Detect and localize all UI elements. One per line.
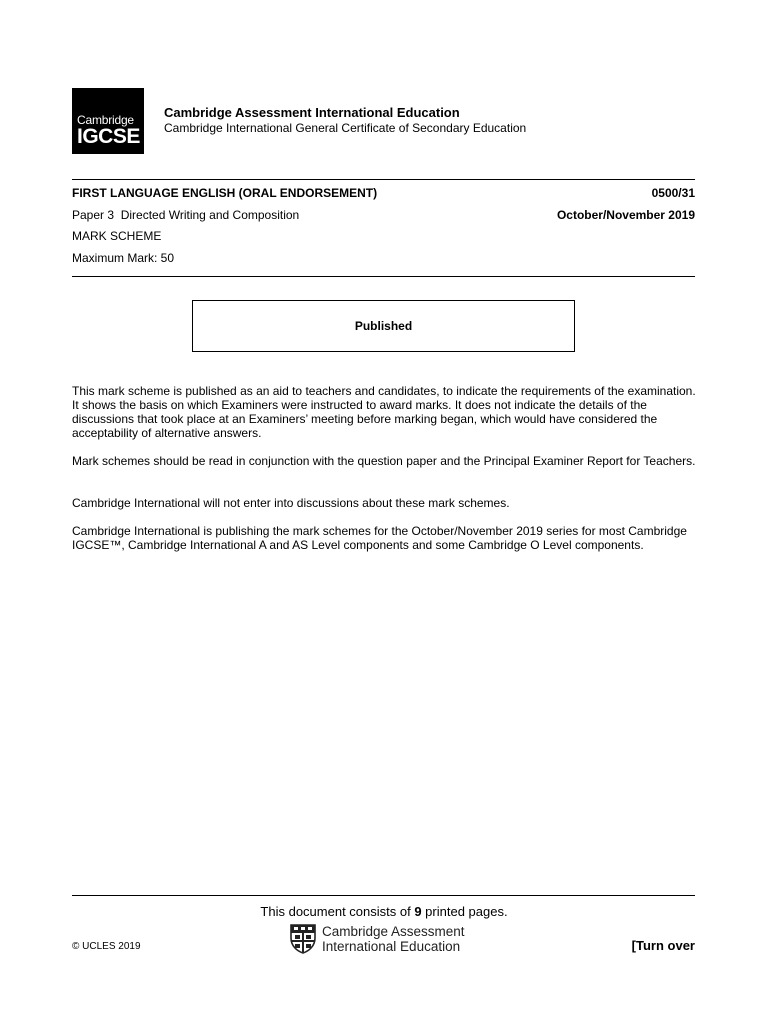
footer-divider (72, 895, 695, 896)
copyright-notice: © UCLES 2019 (72, 941, 141, 952)
cambridge-assessment-wordmark (322, 924, 465, 954)
page-count-note (0, 904, 768, 919)
published-label: Published (354, 319, 413, 333)
top-divider (72, 179, 695, 180)
subject-title: FIRST LANGUAGE ENGLISH (ORAL ENDORSEMENT) (72, 186, 378, 200)
exam-series: October/November 2019 (556, 208, 695, 222)
brand-line-2: International Education (322, 939, 461, 954)
published-status-box (192, 300, 575, 352)
logo-cambridge-text: Cambridge (77, 113, 134, 127)
paragraph-intro: This mark scheme is published as an aid to teachers and candidates, to indicate the requirements of the examination. It shows the basis on which Examiners were instructed to award marks. It does not indicate the details of the discussions that took place at an Examiners’ meeting before marking began, which would have considered the acceptability of alternative answers. (72, 384, 696, 440)
organisation-subtitle: Cambridge International General Certificate of Secondary Education (164, 121, 527, 135)
page-count-suffix: printed pages. (421, 904, 508, 919)
maximum-mark: Maximum Mark: 50 (72, 251, 175, 265)
brand-line-1: Cambridge Assessment (322, 924, 465, 939)
turn-over-note: [Turn over (631, 938, 695, 953)
syllabus-code: 0500/31 (651, 186, 695, 200)
cambridge-assessment-logo (290, 923, 465, 955)
paragraph-discussions: Cambridge International will not enter into discussions about these mark schemes. (72, 496, 510, 510)
bottom-divider (72, 276, 695, 277)
paragraph-publishing: Cambridge International is publishing the mark schemes for the October/November 2019 series for most Cambridge IGCSE™, Cambridge International A and AS Level components and some Cambridge O Level components. (72, 524, 687, 552)
page-count-number: 9 (414, 904, 422, 919)
igcse-logo (72, 88, 144, 154)
paragraph-conjunction: Mark schemes should be read in conjunction with the question paper and the Principal Examiner Report for Teachers. (72, 454, 696, 468)
document-type: MARK SCHEME (72, 229, 162, 243)
page-count-prefix: This document consists of (260, 904, 415, 919)
shield-crest-icon (290, 924, 316, 954)
organisation-name: Cambridge Assessment International Education (164, 105, 460, 120)
paper-title: Paper 3 Directed Writing and Composition (72, 208, 300, 222)
logo-igcse-text: IGCSE (77, 125, 140, 148)
